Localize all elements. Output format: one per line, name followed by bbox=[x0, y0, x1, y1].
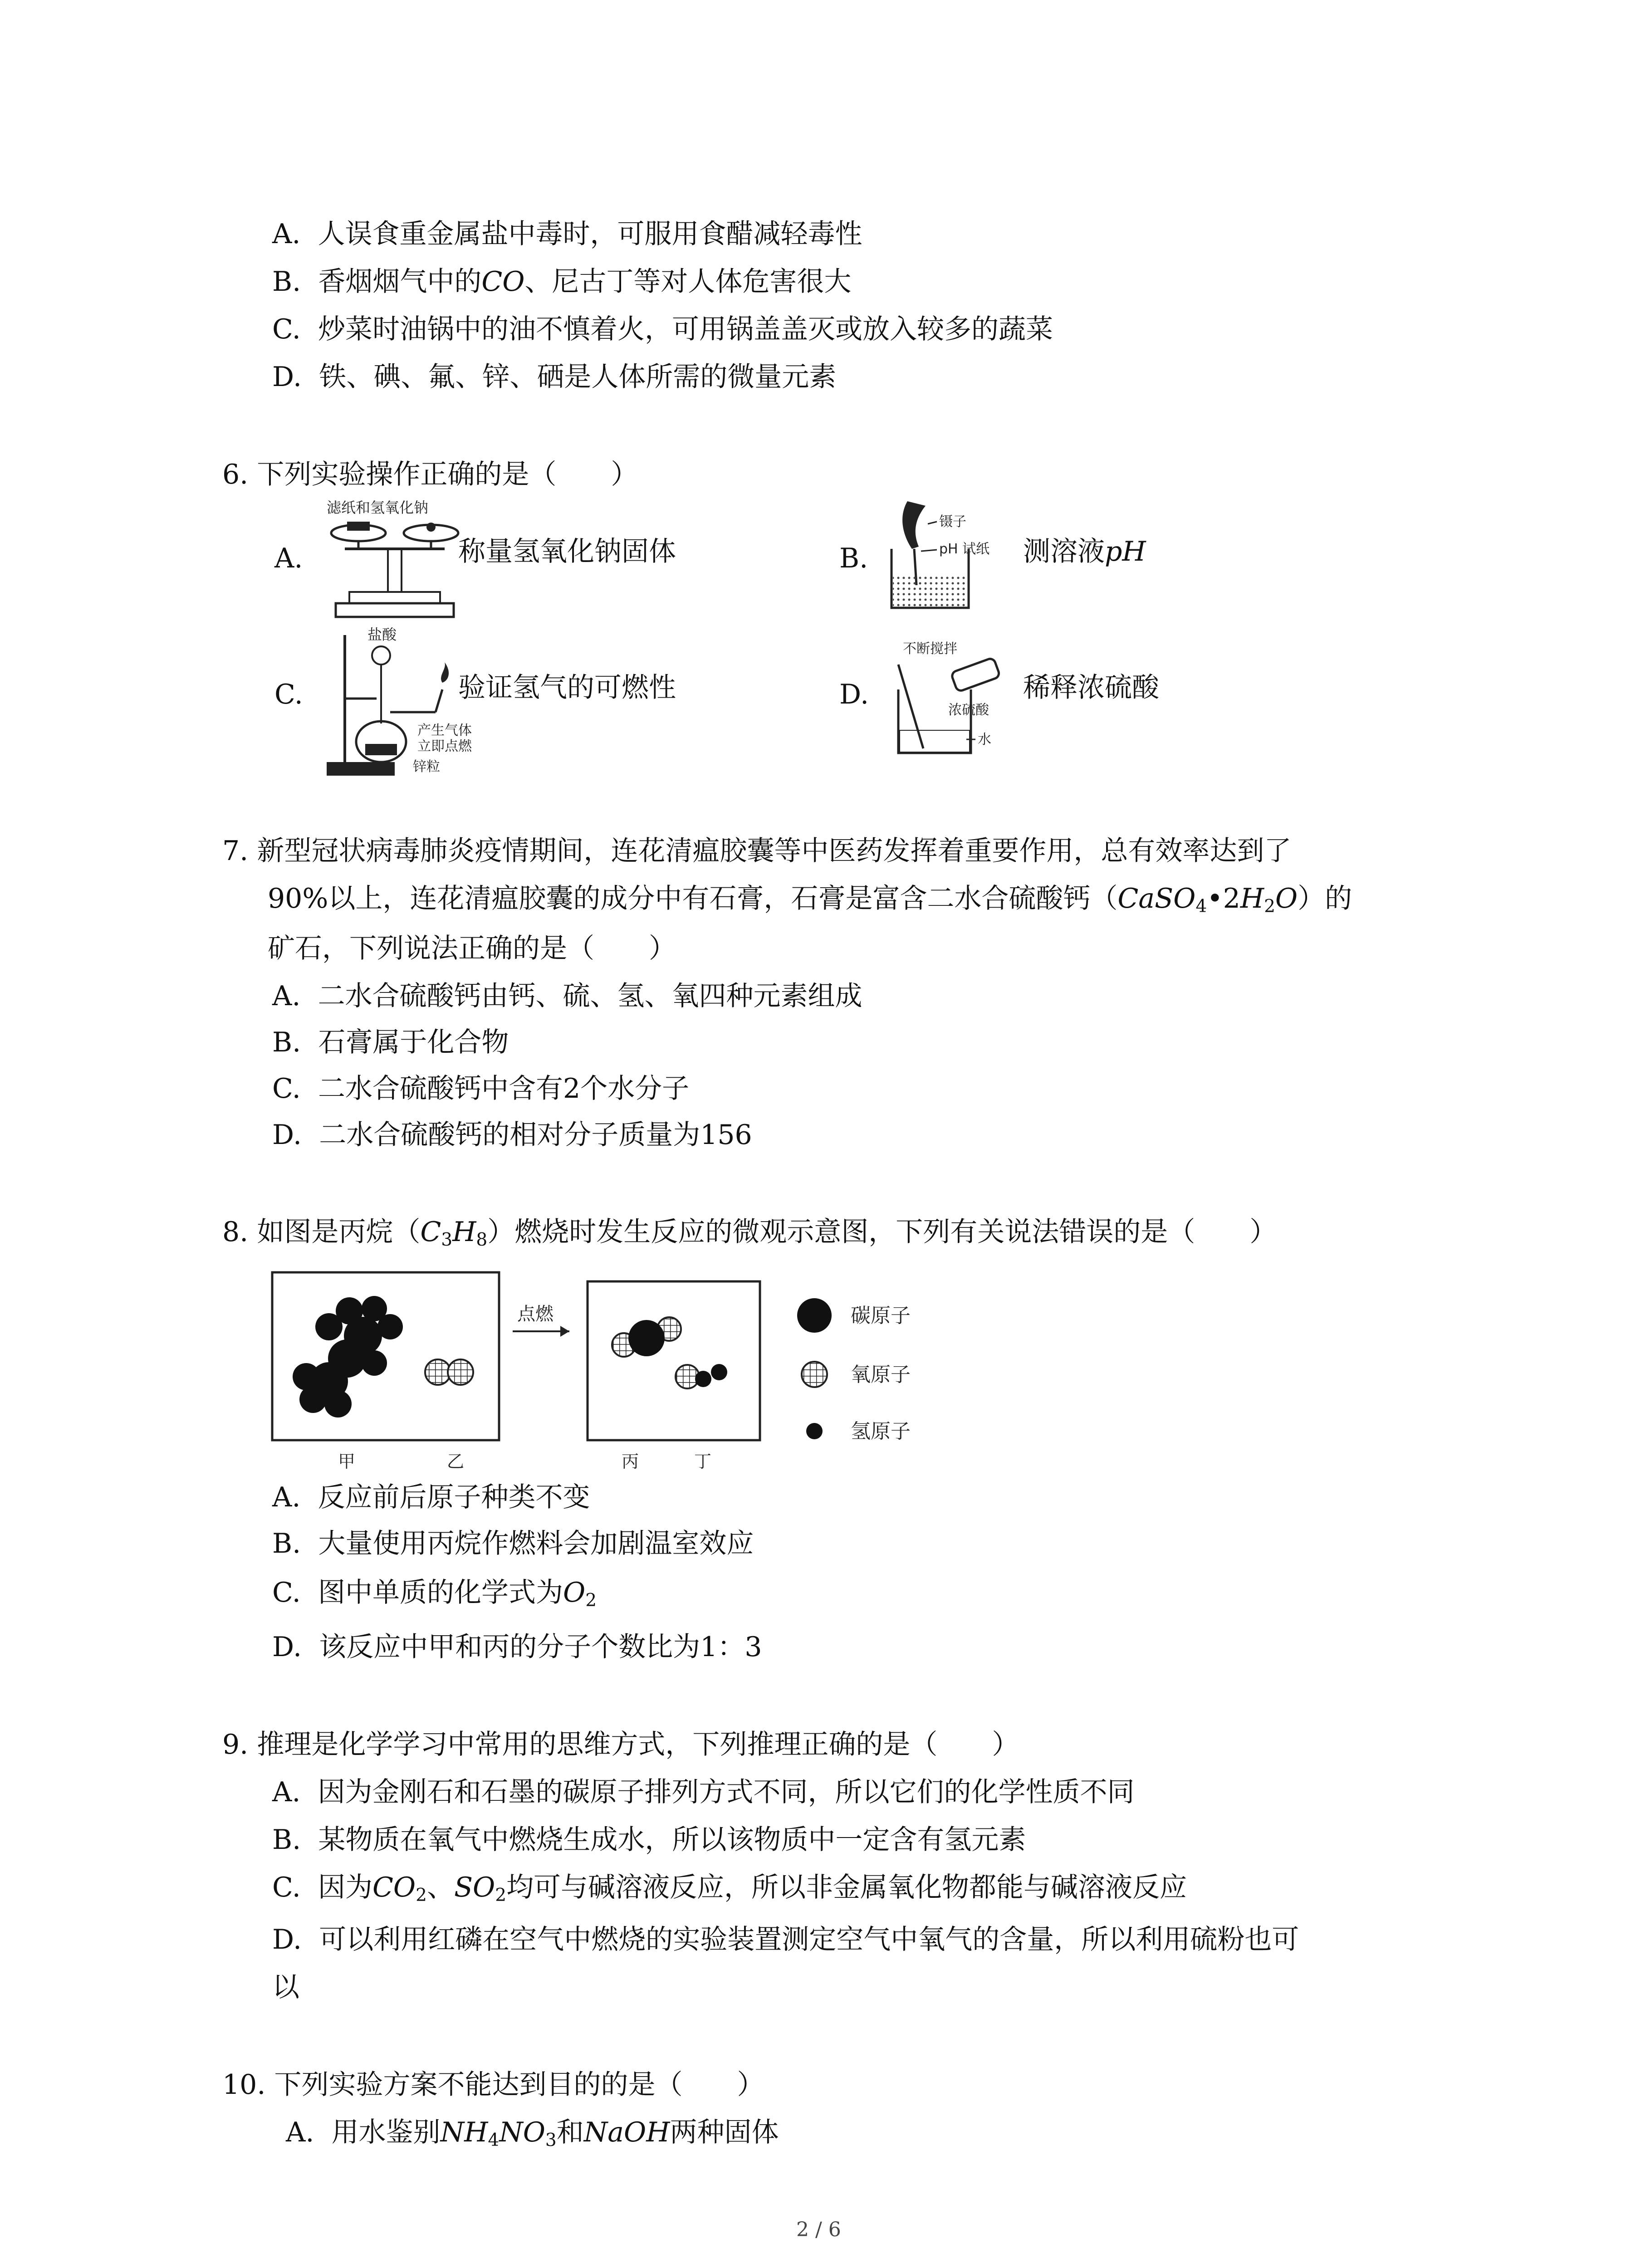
dilution-figure bbox=[889, 640, 1025, 758]
q6-option-a-caption: 称量氢氧化钠固体 bbox=[458, 536, 676, 567]
q7-stem-line3: 矿石，下列说法正确的是（ ） bbox=[268, 933, 676, 964]
label-bing: 丙 bbox=[622, 1452, 639, 1471]
q7-option-b: B. 石膏属于化合物 bbox=[272, 1026, 509, 1058]
propane-molecule bbox=[293, 1296, 403, 1418]
reaction-microdiagram bbox=[270, 1268, 996, 1481]
q7-option-a: A. 二水合硫酸钙由钙、硫、氢、氧四种元素组成 bbox=[272, 980, 862, 1012]
oxygen-molecule bbox=[425, 1359, 473, 1385]
label-jia: 甲 bbox=[338, 1452, 356, 1471]
q7-stem-line2: 90%以上，连花清瘟胶囊的成分中有石膏，石膏是富含二水合硫酸钙$(CaSO_4•2H_2O)$的 bbox=[268, 883, 1352, 917]
q8-option-d: D. 该反应中甲和丙的分子个数比为1：3 bbox=[272, 1631, 762, 1663]
legend-hydrogen: 氢原子 bbox=[851, 1420, 911, 1443]
products-box bbox=[588, 1281, 760, 1440]
fig-label-gas: 产生气体 bbox=[417, 723, 472, 738]
q6-option-a-letter: A. bbox=[274, 543, 303, 574]
q6-stem: 6. 下列实验操作正确的是（ ） bbox=[222, 459, 638, 490]
fig-label-zinc: 锌粒 bbox=[413, 759, 440, 775]
q9-option-d-continued: 以 bbox=[272, 1971, 299, 2003]
reactants-box bbox=[272, 1272, 499, 1440]
fig-label-hcl: 盐酸 bbox=[367, 626, 397, 643]
q5-option-a: A. 人误食重金属盐中毒时，可服用食醋减轻毒性 bbox=[272, 218, 862, 250]
q5-option-b: B. 香烟烟气中的CO、尼古丁等对人体危害很大 bbox=[272, 266, 852, 298]
q6-option-c-caption: 验证氢气的可燃性 bbox=[458, 672, 676, 704]
q10-stem: 10. 下列实验方案不能达到目的的是（ ） bbox=[222, 2069, 764, 2101]
fig-label-tweezers: 镊子 bbox=[939, 514, 966, 530]
fig-label-filter-paper: 滤纸和氢氧化钠 bbox=[327, 499, 429, 516]
q9-option-d: D. 可以利用红磷在空气中燃烧的实验装置测定空气中氧气的含量，所以利用硫粉也可 bbox=[272, 1924, 1299, 1955]
q8-option-c: C. 图中单质的化学式为$O_2$ bbox=[272, 1577, 597, 1611]
ph-test-figure bbox=[885, 499, 1021, 612]
fig-label-ignite: 立即点燃 bbox=[417, 738, 472, 754]
q9-option-a: A. 因为金刚石和石墨的碳原子排列方式不同，所以它们的化学性质不同 bbox=[272, 1776, 1135, 1808]
q9-stem: 9. 推理是化学学习中常用的思维方式，下列推理正确的是（ ） bbox=[222, 1729, 1019, 1760]
hydrogen-apparatus-figure bbox=[318, 621, 481, 778]
arrow-label: 点燃 bbox=[517, 1304, 554, 1325]
co2-molecule bbox=[612, 1317, 681, 1357]
q5-option-c: C. 炒菜时油锅中的油不慎着火，可用锅盖盖灭或放入较多的蔬菜 bbox=[272, 313, 1053, 345]
q7-option-d: D. 二水合硫酸钙的相对分子质量为156 bbox=[272, 1119, 752, 1151]
q9-option-c: C. 因为$CO_2$、$SO_2$均可与碱溶液反应，所以非金属氧化物都能与碱溶液反应 bbox=[272, 1872, 1187, 1906]
page-number: 2 / 6 bbox=[796, 2218, 841, 2241]
legend-oxygen: 氧原子 bbox=[851, 1363, 911, 1386]
fig-label-water: 水 bbox=[978, 732, 991, 748]
q8-option-a: A. 反应前后原子种类不变 bbox=[272, 1481, 590, 1513]
q6-option-d-caption: 稀释浓硫酸 bbox=[1023, 672, 1159, 704]
q7-option-c: C. 二水合硫酸钙中含有2个水分子 bbox=[272, 1073, 690, 1105]
water-molecule bbox=[676, 1364, 727, 1388]
label-yi: 乙 bbox=[447, 1452, 465, 1471]
fig-label-acid: 浓硫酸 bbox=[948, 702, 989, 718]
q6-option-b-letter: B. bbox=[839, 543, 868, 574]
q9-option-b: B. 某物质在氧气中燃烧生成水，所以该物质中一定含有氢元素 bbox=[272, 1824, 1026, 1856]
q8-option-b: B. 大量使用丙烷作燃料会加剧温室效应 bbox=[272, 1528, 754, 1559]
balance-figure bbox=[327, 499, 463, 621]
q6-option-b-caption: 测溶液pH bbox=[1023, 536, 1146, 567]
label-ding: 丁 bbox=[694, 1452, 712, 1471]
q6-option-c-letter: C. bbox=[274, 679, 303, 710]
legend-carbon: 碳原子 bbox=[851, 1304, 911, 1327]
fig-label-ph-paper: pH 试纸 bbox=[939, 541, 990, 557]
q7-stem-line1: 7. 新型冠状病毒肺炎疫情期间，连花清瘟胶囊等中医药发挥着重要作用，总有效率达到了 bbox=[222, 835, 1292, 867]
fig-label-stir: 不断搅拌 bbox=[903, 641, 957, 657]
q5-option-d: D. 铁、碘、氟、锌、硒是人体所需的微量元素 bbox=[272, 361, 837, 393]
q8-stem: 8. 如图是丙烷$(C_3H_8)$燃烧时发生反应的微观示意图，下列有关说法错误的是（ ） bbox=[222, 1216, 1277, 1250]
q6-option-d-letter: D. bbox=[839, 679, 869, 710]
q10-option-a: A. 用水鉴别$NH_4NO_3$和NaOH两种固体 bbox=[286, 2116, 779, 2151]
